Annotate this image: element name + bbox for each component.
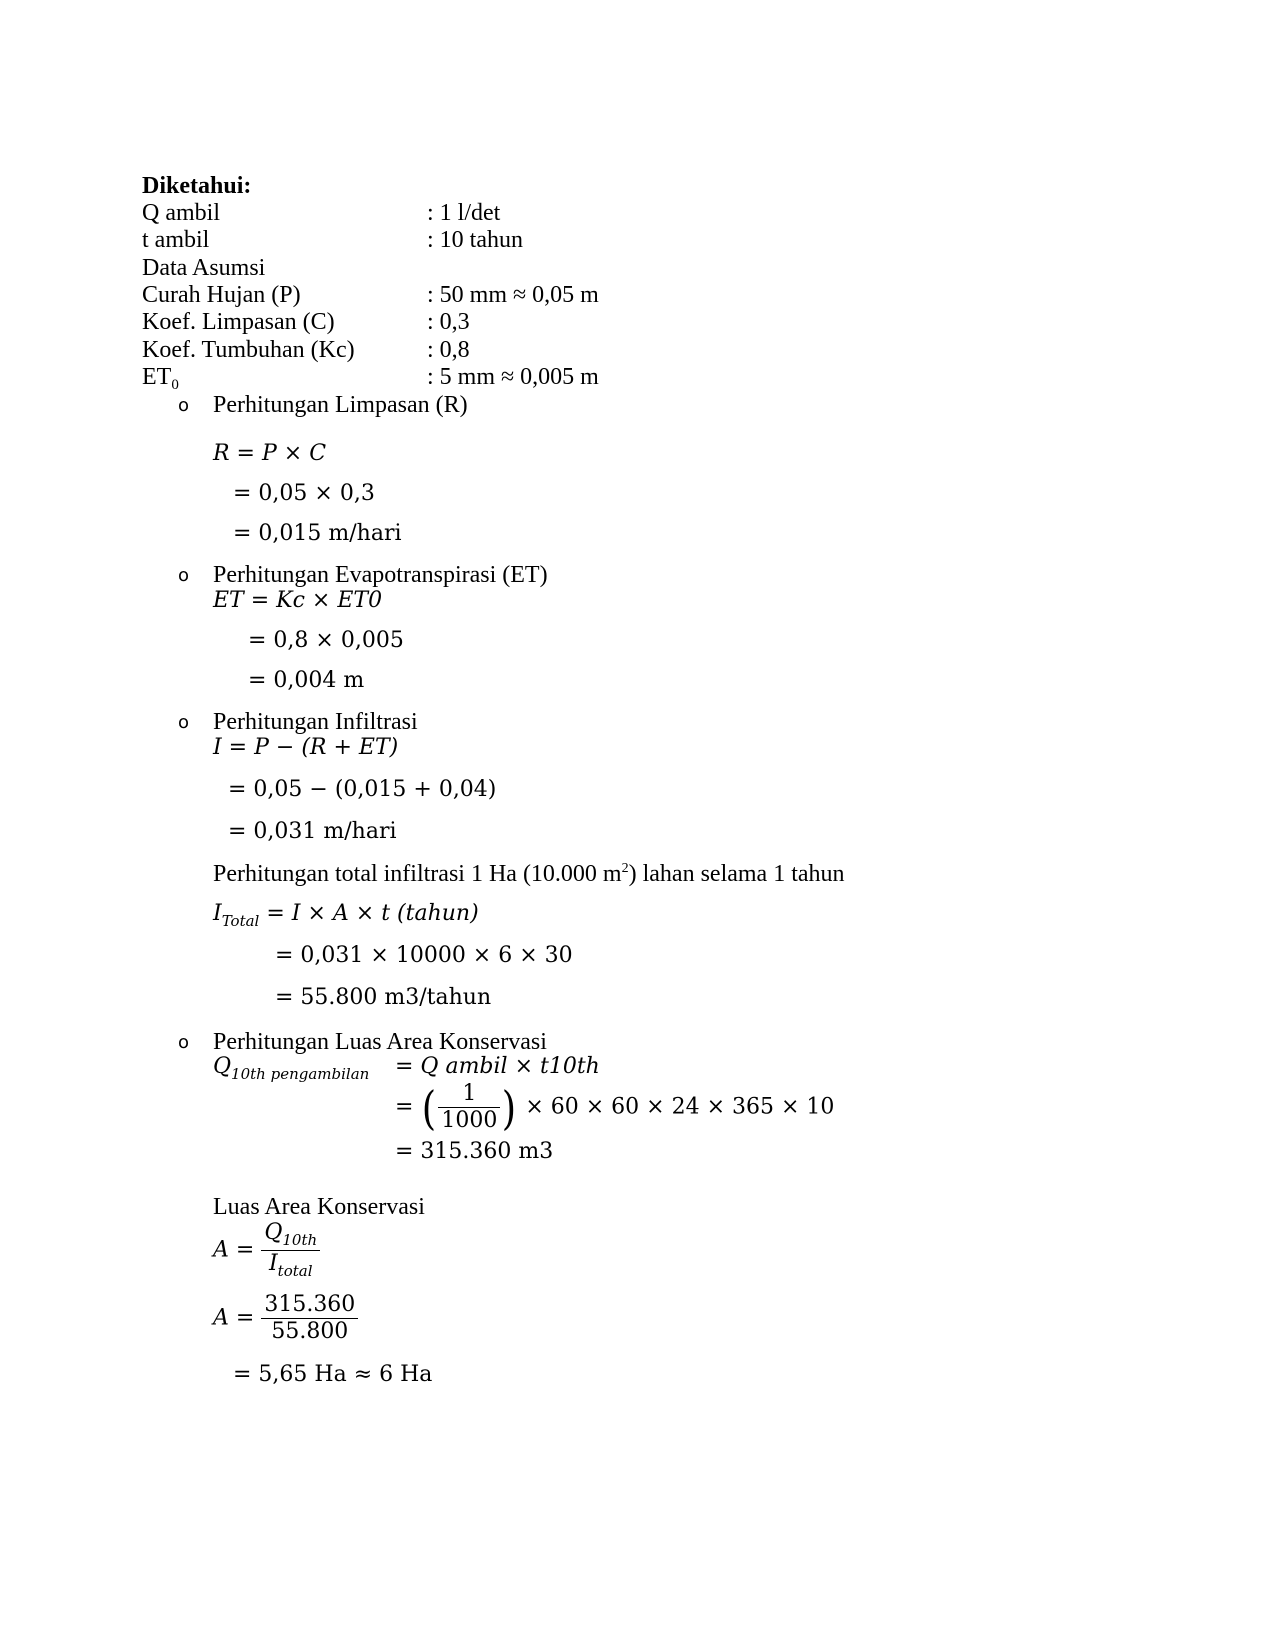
equation-line: = 0,05 − (0,015 + 0,04) (228, 777, 497, 802)
equation-line: = 0,004 m (248, 668, 365, 693)
bullet-icon: o (178, 395, 190, 416)
given-value: : 5 mm ≈ 0,005 m (427, 364, 599, 390)
bullet-icon: o (178, 565, 190, 586)
fraction: $\frac{Q_{10th}}{I_{total}}$ (261, 1222, 320, 1279)
equation-line: = 0,05 × 0,3 (233, 481, 375, 506)
given-heading: Diketahui: (142, 173, 252, 199)
area-title: Luas Area Konservasi (213, 1194, 425, 1220)
section-title-infiltration: Perhitungan Infiltrasi (213, 709, 418, 735)
equation-line: = 315.360 m3 (395, 1139, 554, 1164)
equation-line: = ( $\frac{1}{1000}$ ) × 60 × 60 × 24 × 365 × 10 (395, 1080, 835, 1135)
equation-line: = 55.800 m3/tahun (275, 985, 492, 1010)
given-label: $ET_0$ (142, 364, 179, 393)
given-label: Q ambil (142, 200, 220, 226)
fraction: $\frac{1}{1000}$ (438, 1083, 500, 1132)
given-label: Koef. Limpasan (C) (142, 309, 335, 335)
equation-line: = Q ambil × t10th (395, 1054, 600, 1079)
bullet-icon: o (178, 1032, 190, 1053)
equation-line: $I_{Total} = I \times A \times t$ (tahun) (213, 901, 479, 930)
total-infiltration-text: Perhitungan total infiltrasi 1 Ha (10.000 $m^2$) lahan selama 1 tahun (213, 861, 845, 887)
given-value: : 10 tahun (427, 227, 523, 253)
equation-line: = 0,015 m/hari (233, 521, 402, 546)
equation-line: ET = Kc × ET0 (213, 588, 383, 613)
bullet-icon: o (178, 712, 190, 733)
area-result: = 5,65 Ha ≈ 6 Ha (233, 1362, 433, 1387)
area-calc: A = $\frac{315.360}{55.800}$ (213, 1294, 358, 1343)
equation-line: = 0,8 × 0,005 (248, 628, 404, 653)
given-value: : 0,8 (427, 337, 470, 363)
equation-line: I = P − (R + ET) (213, 735, 399, 760)
section-title-runoff: Perhitungan Limpasan (R) (213, 392, 468, 418)
given-value: : 1 l/det (427, 200, 501, 226)
fraction: $\frac{315.360}{55.800}$ (261, 1294, 358, 1343)
given-label: Curah Hujan (P) (142, 282, 301, 308)
given-value: : 0,3 (427, 309, 470, 335)
equation-line: = 0,031 m/hari (228, 819, 397, 844)
section-title-et: Perhitungan Evapotranspirasi (ET) (213, 562, 548, 588)
section-title-conservation: Perhitungan Luas Area Konservasi (213, 1029, 547, 1055)
given-label: t ambil (142, 227, 210, 253)
given-label: Koef. Tumbuhan (Kc) (142, 337, 355, 363)
equation-line: R = P × C (213, 441, 327, 466)
area-formula: A = $\frac{Q_{10th}}{I_{total}}$ (213, 1222, 320, 1279)
equation-line: = 0,031 × 10000 × 6 × 30 (275, 943, 573, 968)
equation-line: $Q_{10th pengambilan}$ (213, 1054, 370, 1083)
given-value: : 50 mm ≈ 0,05 m (427, 282, 599, 308)
given-label: Data Asumsi (142, 255, 266, 281)
